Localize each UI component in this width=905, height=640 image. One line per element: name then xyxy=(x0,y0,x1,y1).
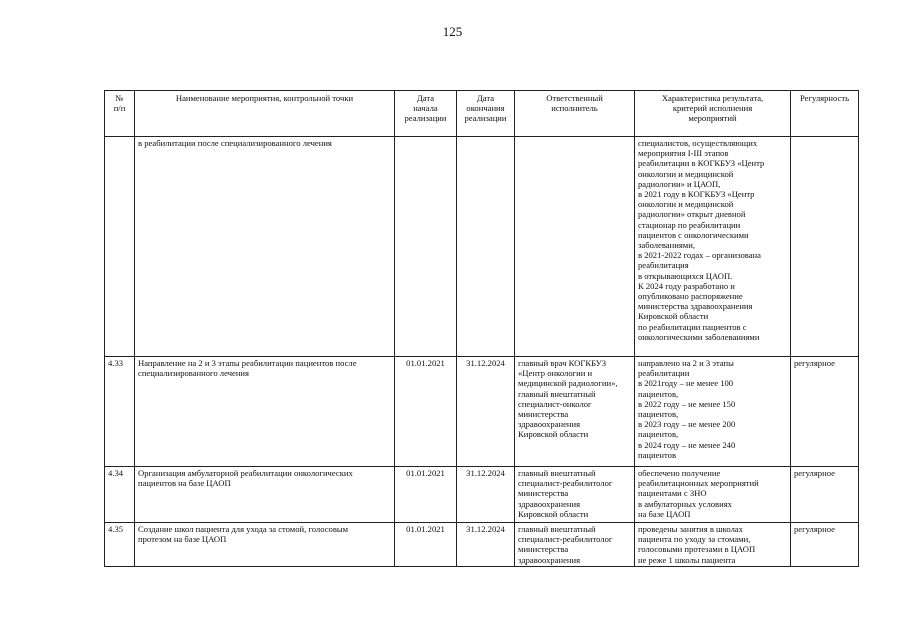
cell-num xyxy=(105,137,135,357)
header-name: Наименование мероприятия, контрольной точки xyxy=(135,91,395,137)
measures-table xyxy=(104,90,859,567)
cell-responsible: главный врач КОГКБУЗ «Центр онкологии и медицинской радиологии», главный внештатный специалист-онколог министерства здравоохранения Кировской области xyxy=(515,357,635,467)
page-number: 125 xyxy=(442,24,463,39)
table-row xyxy=(105,357,859,467)
cell-responsible: главный внештатный специалист-реабилитолог министерства здравоохранения xyxy=(515,523,635,567)
cell-start-date: 01.01.2021 xyxy=(395,467,457,523)
cell-result: специалистов, осуществляющих мероприятия I-III этапов реабилитации в КОГКБУЗ «Центр онкологии и медицинской радиологии» и ЦАОП, в 2021 году в КОГКБУЗ «Центр онкологии и медицинской радиологии» открыт дневной стационар по реабилитации пациентов с онкологическими заболеваниями, в 2021-2022 годах – организована реабилитация в открывающихся ЦАОП. К 2024 году разработано и опубликовано распоряжение министерства здравоохранения Кировской области по реабилитации пациентов с онкологическими заболеваниями xyxy=(635,137,791,357)
cell-start-date: 01.01.2021 xyxy=(395,523,457,567)
cell-regularity: регулярное xyxy=(791,357,859,467)
table-row xyxy=(105,467,859,523)
cell-num: 4.34 xyxy=(105,467,135,523)
cell-name: Направление на 2 и 3 этапы реабилитации пациентов после специализированного лечения xyxy=(135,357,395,467)
cell-name: в реабилитации после специализированного лечения xyxy=(135,137,395,357)
table-row xyxy=(105,137,859,357)
cell-result: направлено на 2 и 3 этапы реабилитации в 2021году – не менее 100 пациентов, в 2022 году – не менее 150 пациентов, в 2023 году – не менее 200 пациентов, в 2024 году – не менее 240 пациентов xyxy=(635,357,791,467)
header-responsible: Ответственный исполнитель xyxy=(515,91,635,137)
cell-end-date xyxy=(457,137,515,357)
cell-start-date xyxy=(395,137,457,357)
cell-end-date: 31.12.2024 xyxy=(457,523,515,567)
cell-name: Организация амбулаторной реабилитации онкологических пациентов на базе ЦАОП xyxy=(135,467,395,523)
table-header-row xyxy=(105,91,859,137)
cell-regularity: регулярное xyxy=(791,523,859,567)
cell-num: 4.33 xyxy=(105,357,135,467)
cell-regularity xyxy=(791,137,859,357)
cell-result: проведены занятия в школах пациента по уходу за стомами, голосовыми протезами в ЦАОП не реже 1 школы пациента xyxy=(635,523,791,567)
header-start-date: Дата начала реализации xyxy=(395,91,457,137)
header-num: № п/п xyxy=(105,91,135,137)
cell-regularity: регулярное xyxy=(791,467,859,523)
table-row xyxy=(105,523,859,567)
header-end-date: Дата окончания реализации xyxy=(457,91,515,137)
cell-result: обеспечено получение реабилитационных мероприятий пациентами с ЗНО в амбулаторных условиях на базе ЦАОП xyxy=(635,467,791,523)
cell-responsible: главный внештатный специалист-реабилитолог министерства здравоохранения Кировской области xyxy=(515,467,635,523)
header-result: Характеристика результата, критерий исполнения мероприятий xyxy=(635,91,791,137)
header-regularity: Регулярность xyxy=(791,91,859,137)
cell-num: 4.35 xyxy=(105,523,135,567)
cell-end-date: 31.12.2024 xyxy=(457,357,515,467)
cell-start-date: 01.01.2021 xyxy=(395,357,457,467)
cell-end-date: 31.12.2024 xyxy=(457,467,515,523)
cell-responsible xyxy=(515,137,635,357)
cell-name: Создание школ пациента для ухода за стомой, голосовым протезом на базе ЦАОП xyxy=(135,523,395,567)
